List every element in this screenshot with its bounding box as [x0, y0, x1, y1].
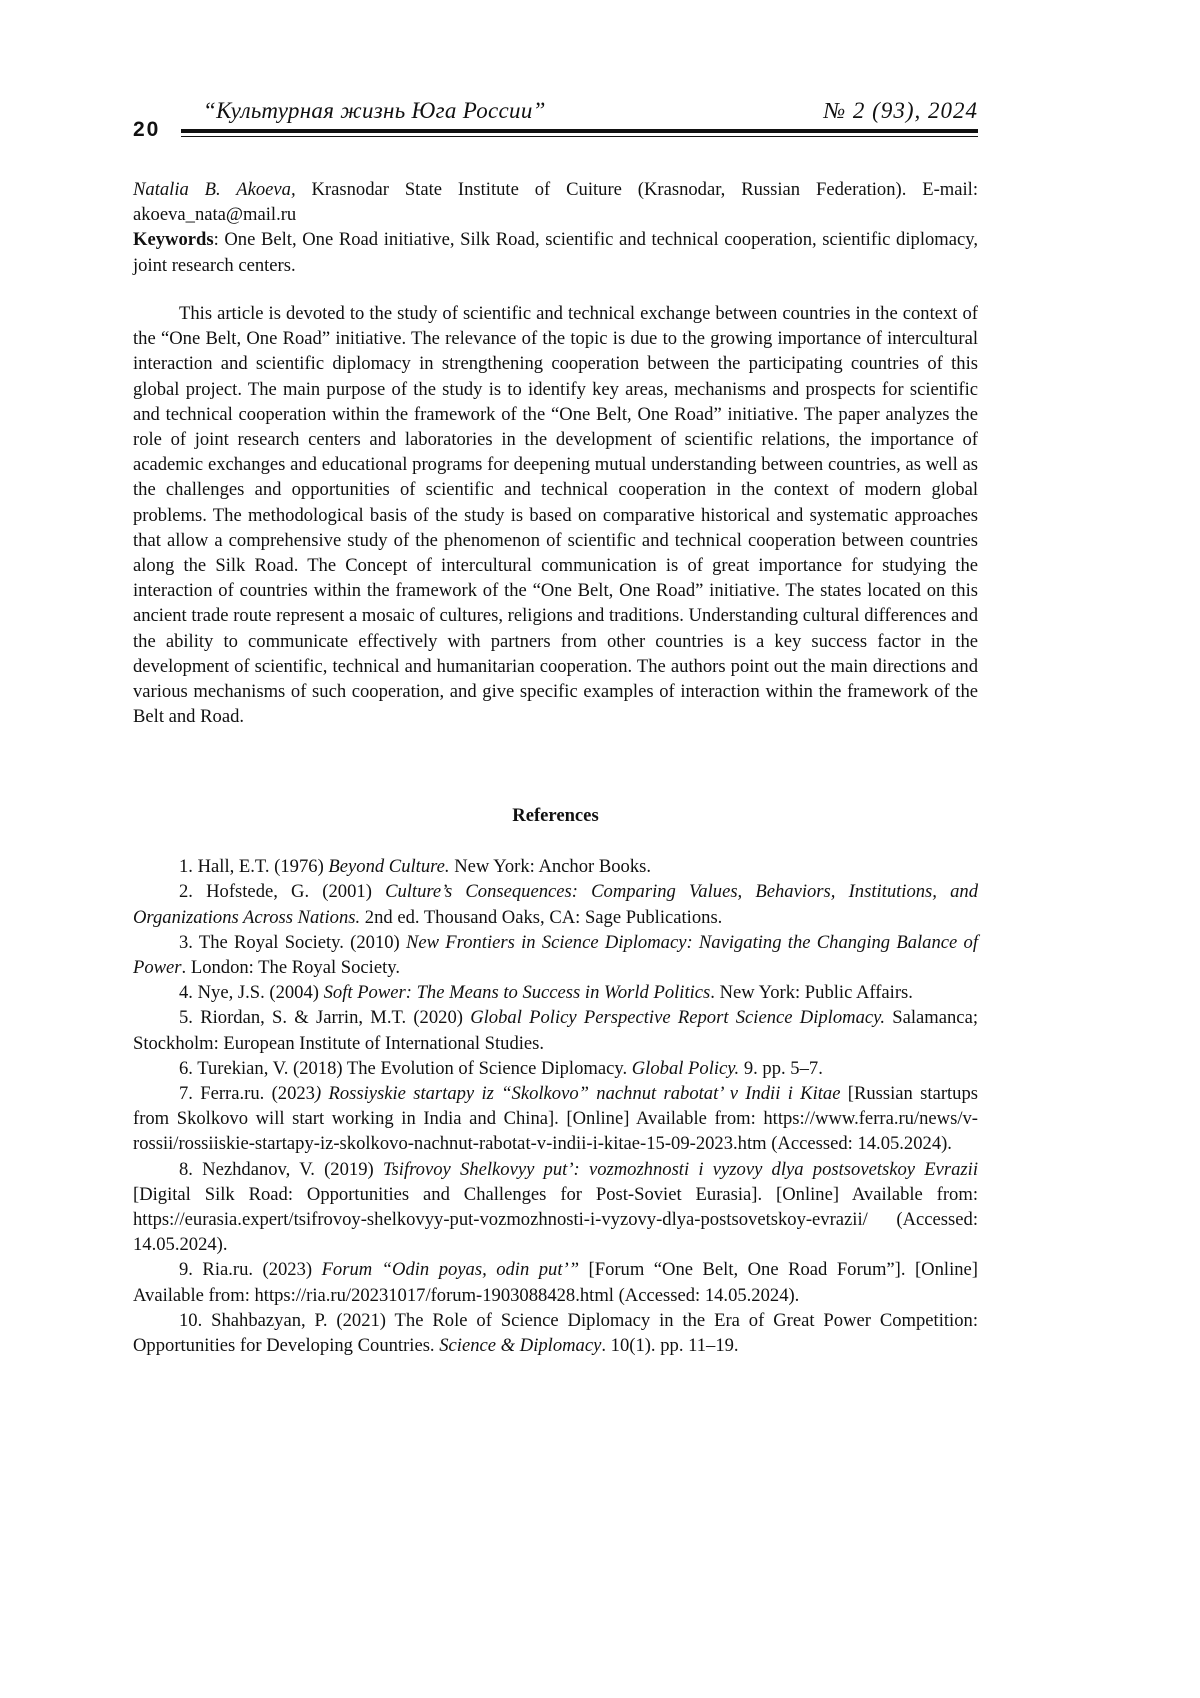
author-block — [133, 177, 978, 278]
keywords-label: Keywords — [133, 229, 214, 250]
reference-item — [133, 980, 978, 1005]
references-heading: References — [133, 803, 978, 828]
reference-item — [133, 1308, 978, 1358]
ref-text: 3. The Royal Society. (2010) — [179, 932, 406, 953]
ref-title: New Frontiers in Science Diplomacy: Navigating the Changing Balance of Power — [133, 932, 978, 978]
reference-item — [133, 930, 978, 980]
ref-text: Salamanca; Stockholm: European Institute of International Studies. — [133, 1007, 978, 1053]
ref-text: 5. Riordan, S. & Jarrin, M.T. (2020) — [179, 1007, 470, 1028]
keywords-text: : One Belt, One Road initiative, Silk Road, scientific and technical cooperation, scientific diplomacy, joint research centers. — [133, 229, 978, 275]
abstract-text: This article is devoted to the study of scientific and technical exchange between countries in the context of the “One Belt, One Road” initiative. The relevance of the topic is due to the growing importance of intercultural interaction and scientific diplomacy in strengthening cooperation between the participating countries of this global project. The main purpose of the study is to identify key areas, mechanisms and prospects for scientific and technical cooperation within the framework of the “One Belt, One Road” initiative. The paper analyzes the role of joint research centers and laboratories in the development of scientific relations, the importance of academic exchanges and educational programs for deepening mutual understanding between countries, as well as the challenges and opportunities of scientific and technical cooperation in the context of modern global problems. The methodological basis of the study is based on comparative historical and systematic approaches that allow a comprehensive study of the phenomenon of scientific and technical cooperation between countries along the Silk Road. The Concept of intercultural communication is of great importance for studying the interaction of countries within the framework of the “One Belt, One Road” initiative. The states located on this ancient trade route represent a mosaic of cultures, religions and traditions. Understanding cultural differences and the ability to communicate effectively with partners from other countries is a key success factor in the development of scientific, technical and humanitarian cooperation. The authors point out the main directions and various mechanisms of such cooperation, and give specific examples of interaction within the framework of the Belt and Road. — [133, 301, 978, 729]
header-rule-thick — [181, 129, 978, 133]
reference-item — [133, 1157, 978, 1258]
ref-title: Science & Diplomacy — [439, 1335, 601, 1356]
header-rule-thin — [181, 136, 978, 137]
references-section — [133, 803, 978, 1358]
ref-text: New York: Anchor Books. — [450, 856, 651, 877]
ref-text: 7. Ferra.ru. (2023 — [179, 1083, 315, 1104]
ref-text: . New York: Public Affairs. — [710, 982, 913, 1003]
reference-item — [133, 1005, 978, 1055]
ref-text: 10. Shahbazyan, P. (2021) The Role of Science Diplomacy in the Era of Great Power Competition: Opportunities for Developing Countries. — [133, 1310, 978, 1356]
ref-text: 9. Ria.ru. (2023) — [179, 1259, 322, 1280]
keywords-line — [133, 227, 978, 277]
ref-text: 2nd ed. Thousand Oaks, CA: Sage Publications. — [360, 907, 722, 928]
ref-title: Culture’s Consequences: Comparing Values, Behaviors, Institutions, and Organizations Across Nations. — [133, 881, 978, 927]
reference-item — [133, 1056, 978, 1081]
reference-item — [133, 1081, 978, 1157]
author-affiliation: Krasnodar State Institute of Cuiture (Krasnodar, Russian Federation). E-mail: akoeva_nata@mail.ru — [133, 179, 978, 225]
ref-title: Tsifrovoy Shelkovyy put’: vozmozhnosti i vyzovy dlya postsovetskoy Evrazii — [383, 1159, 978, 1180]
ref-title: Forum “Odin poyas, odin put’” — [322, 1259, 579, 1280]
ref-text: 8. Nezhdanov, V. (2019) — [179, 1159, 383, 1180]
ref-title: Global Policy. — [632, 1058, 739, 1079]
author-line — [133, 177, 978, 227]
ref-text: 4. Nye, J.S. (2004) — [179, 982, 324, 1003]
ref-text: 2. Hofstede, G. (2001) — [179, 881, 385, 902]
ref-text: 1. Hall, E.T. (1976) — [179, 856, 328, 877]
ref-text: . 10(1). pp. 11–19. — [601, 1335, 738, 1356]
ref-title: ) Rossiyskie startapy iz “Skolkovo” nachnut rabotat’ v Indii i Kitae — [315, 1083, 841, 1104]
issue-number: № 2 (93), 2024 — [823, 98, 978, 124]
ref-title: Global Policy Perspective Report Science Diplomacy. — [470, 1007, 885, 1028]
ref-text: 6. Turekian, V. (2018) The Evolution of Science Diplomacy. — [179, 1058, 632, 1079]
reference-item — [133, 1257, 978, 1307]
journal-title: “Культурная жизнь Юга России” — [203, 98, 546, 124]
ref-text: [Digital Silk Road: Opportunities and Challenges for Post-Soviet Eurasia]. [Online] Available from: https://eurasia.expert/tsifrovoy-shelkovyy-put-vozmozhnosti-i-vyzovy-dlya-postsovetskoy-evrazii/ (Accessed: 14.05.2024). — [133, 1184, 978, 1255]
reference-item — [133, 879, 978, 929]
author-name: Natalia B. Akoeva, — [133, 179, 296, 200]
running-header — [133, 98, 978, 142]
page-number: 20 — [133, 118, 160, 142]
ref-text: 9. pp. 5–7. — [739, 1058, 823, 1079]
abstract — [133, 301, 978, 729]
ref-text: . London: The Royal Society. — [182, 957, 400, 978]
ref-text: [Forum “One Belt, One Road Forum”]. [Online] Available from: https://ria.ru/20231017/forum-1903088428.html (Accessed: 14.05.2024). — [133, 1259, 978, 1305]
ref-title: Beyond Culture. — [328, 856, 449, 877]
reference-item — [133, 854, 978, 879]
ref-title: Soft Power: The Means to Success in World Politics — [324, 982, 711, 1003]
ref-text: [Russian startups from Skolkovo will start working in India and China]. [Online] Available from: https://www.ferra.ru/news/v-rossii/rossiiskie-startapy-iz-skolkovo-nachnut-rabotat-v-indii-i-kitae-15-09-2023.htm (Accessed: 14.05.2024). — [133, 1083, 978, 1154]
